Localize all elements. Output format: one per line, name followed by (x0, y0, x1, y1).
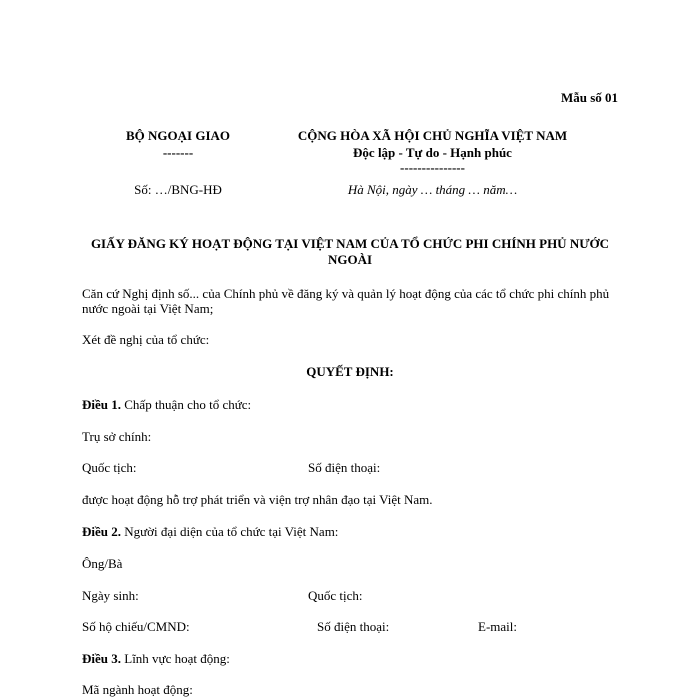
rep-passport-field: Số hộ chiếu/CMND: (82, 619, 190, 634)
permission-statement: được hoạt động hỗ trợ phát triển và viện trợ nhân đạo tại Việt Nam. (82, 492, 433, 507)
org-phone-field: Số điện thoại: (308, 460, 381, 475)
rep-phone-field: Số điện thoại: (317, 619, 390, 634)
article-3 (82, 651, 230, 667)
org-nationality-field: Quốc tịch: (82, 460, 137, 475)
national-motto: Độc lập - Tự do - Hạnh phúc (353, 145, 512, 160)
rep-nationality-field: Quốc tịch: (308, 588, 363, 603)
legal-basis: Căn cứ Nghị định số... của Chính phủ về đăng ký và quản lý hoạt động của các tổ chức phi chính phủ nước ngoài tại Việt Nam; (82, 286, 610, 316)
place-date: Hà Nội, ngày … tháng … năm… (347, 182, 518, 197)
proposal-line: Xét đề nghị của tổ chức: (82, 332, 210, 347)
article-1-label: Điều 1. (82, 397, 121, 412)
article-3-text: Lĩnh vực hoạt động: (124, 651, 230, 666)
form-number: Mẫu số 01 (560, 90, 618, 105)
article-2-label: Điều 2. (82, 524, 121, 539)
article-3-label: Điều 3. (82, 651, 121, 666)
document-number: Số: …/BNG-HĐ (134, 182, 222, 197)
article-1-text: Chấp thuận cho tổ chức: (124, 397, 252, 412)
sector-code-field: Mã ngành hoạt động: (82, 682, 193, 697)
rep-email-field: E-mail: (478, 619, 517, 634)
ministry-divider: ------- (162, 145, 194, 160)
document-title: GIẤY ĐĂNG KÝ HOẠT ĐỘNG TẠI VIỆT NAM CỦA TỔ CHỨC PHI CHÍNH PHỦ NƯỚC NGOÀI (90, 236, 610, 267)
ministry-name: BỘ NGOẠI GIAO (125, 128, 230, 143)
rep-dob-field: Ngày sinh: (82, 588, 139, 603)
motto-divider: --------------- (400, 160, 465, 175)
head-office-field: Trụ sở chính: (82, 429, 152, 444)
rep-name-field: Ông/Bà (82, 556, 123, 571)
article-2-text: Người đại diện của tổ chức tại Việt Nam: (124, 524, 339, 539)
country-name: CỘNG HÒA XÃ HỘI CHỦ NGHĨA VIỆT NAM (297, 128, 568, 143)
decision-heading: QUYẾT ĐỊNH: (306, 364, 394, 379)
article-2 (82, 524, 338, 540)
article-1 (82, 397, 251, 413)
